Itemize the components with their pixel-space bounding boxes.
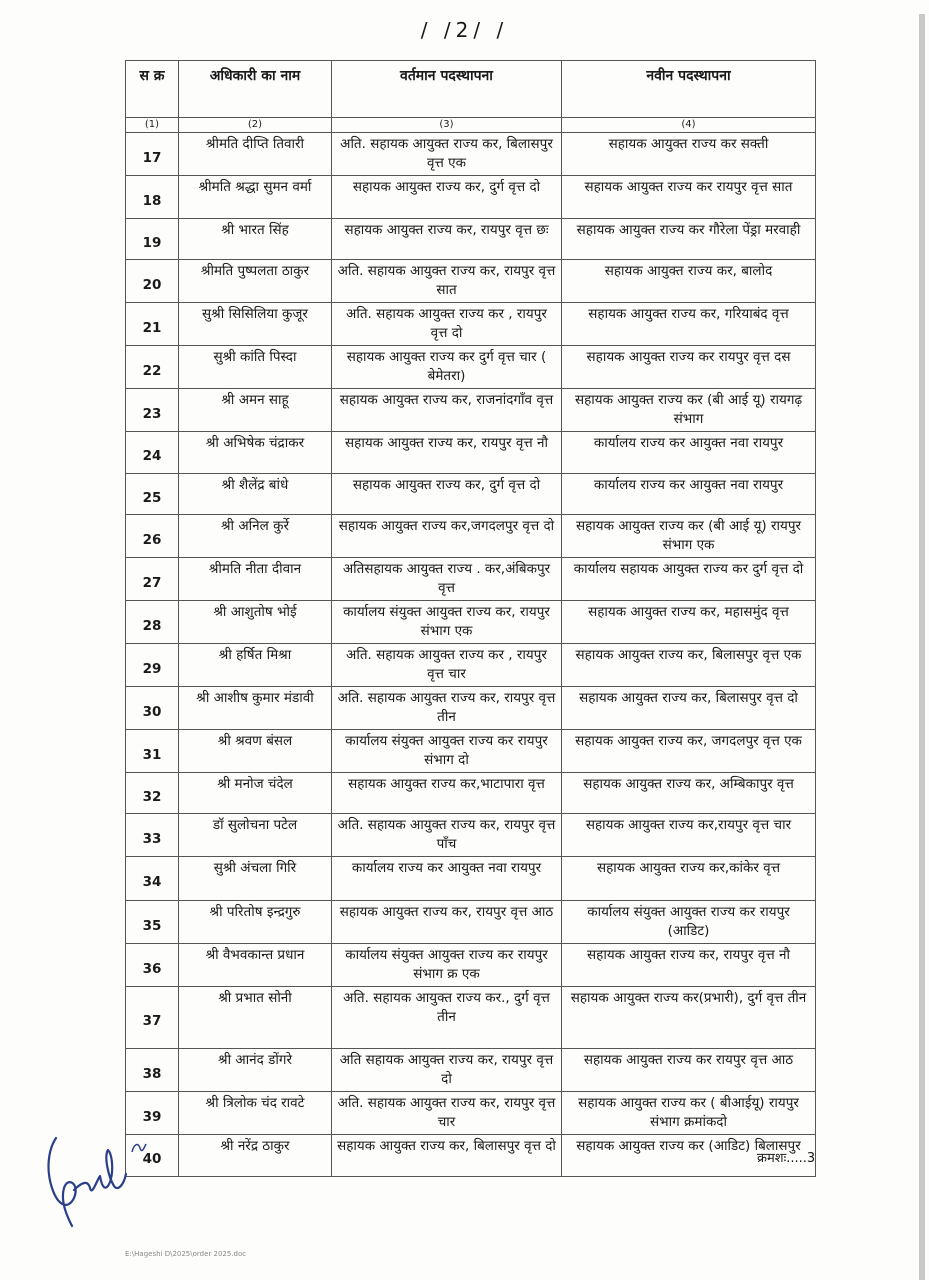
current-posting-cell: अति. सहायक आयुक्त राज्य कर , रायपुर वृत्त दो <box>332 303 562 346</box>
officer-name-cell: डॉ सुलोचना पटेल <box>179 814 332 857</box>
header-officer-name: अधिकारी का नाम <box>179 61 332 118</box>
current-posting-cell: सहायक आयुक्त राज्य कर दुर्ग वृत्त चार ( बेमेतरा) <box>332 346 562 389</box>
officer-name-cell: सुश्री कांति पिस्दा <box>179 346 332 389</box>
serial-number-cell: 28 <box>126 601 179 644</box>
officer-name-cell: श्री भारत सिंह <box>179 219 332 260</box>
officer-name-cell: श्रीमति पुष्पलता ठाकुर <box>179 260 332 303</box>
table-row <box>126 730 816 773</box>
new-posting-cell: सहायक आयुक्त राज्य कर,कांकेर वृत्त <box>562 857 816 901</box>
new-posting-cell: सहायक आयुक्त राज्य कर, गरियाबंद वृत्त <box>562 303 816 346</box>
table-body <box>126 133 816 1177</box>
new-posting-cell: सहायक आयुक्त राज्य कर सक्ती <box>562 133 816 176</box>
transfer-table <box>125 60 816 1177</box>
officer-name-cell: श्री आनंद डोंगरे <box>179 1049 332 1092</box>
serial-number-cell: 27 <box>126 558 179 601</box>
officer-name-cell: श्री श्रवण बंसल <box>179 730 332 773</box>
officer-name-cell: श्री त्रिलोक चंद रावटे <box>179 1092 332 1135</box>
new-posting-cell: सहायक आयुक्त राज्य कर रायपुर वृत्त दस <box>562 346 816 389</box>
current-posting-cell: अति. सहायक आयुक्त राज्य कर, रायपुर वृत्त पाँच <box>332 814 562 857</box>
table-row <box>126 601 816 644</box>
current-posting-cell: सहायक आयुक्त राज्य कर, दुर्ग वृत्त दो <box>332 474 562 515</box>
officer-name-cell: श्री मनोज चंदेल <box>179 773 332 814</box>
current-posting-cell: अति सहायक आयुक्त राज्य कर, रायपुर वृत्त दो <box>332 1049 562 1092</box>
current-posting-cell: अतिसहायक आयुक्त राज्य . कर,अंबिकपुर वृत्त <box>332 558 562 601</box>
officer-name-cell: श्री परितोष इन्द्रगुरु <box>179 901 332 944</box>
serial-number-cell: 31 <box>126 730 179 773</box>
serial-number-cell: 38 <box>126 1049 179 1092</box>
serial-number-cell: 23 <box>126 389 179 432</box>
officer-name-cell: श्री नरेंद्र ठाकुर <box>179 1135 332 1177</box>
officer-name-cell: श्री प्रभात सोनी <box>179 987 332 1049</box>
serial-number-cell: 20 <box>126 260 179 303</box>
current-posting-cell: सहायक आयुक्त राज्य कर, रायपुर वृत्त नौ <box>332 432 562 474</box>
officer-name-cell: श्री शैलेंद्र बांधे <box>179 474 332 515</box>
new-posting-cell: सहायक आयुक्त राज्य कर(प्रभारी), दुर्ग वृत्त तीन <box>562 987 816 1049</box>
current-posting-cell: अति. सहायक आयुक्त राज्य कर, रायपुर वृत्त सात <box>332 260 562 303</box>
page-edge-shadow <box>919 14 925 1280</box>
new-posting-cell: सहायक आयुक्त राज्य कर (बी आई यू) रायगढ़ संभाग <box>562 389 816 432</box>
serial-number-cell: 32 <box>126 773 179 814</box>
table-row <box>126 814 816 857</box>
new-posting-cell: सहायक आयुक्त राज्य कर गौरेला पेंड्रा मरवाही <box>562 219 816 260</box>
page-number: / /2/ / <box>420 18 509 42</box>
header-serial: स क्र <box>126 61 179 118</box>
table-row <box>126 644 816 687</box>
serial-number-cell: 39 <box>126 1092 179 1135</box>
new-posting-cell: सहायक आयुक्त राज्य कर ( बीआईयू) रायपुर संभाग क्रमांकदो <box>562 1092 816 1135</box>
signature-mark <box>128 1138 148 1158</box>
table-row <box>126 346 816 389</box>
current-posting-cell: सहायक आयुक्त राज्य कर, रायपुर वृत्त छः <box>332 219 562 260</box>
serial-number-cell: 34 <box>126 857 179 901</box>
header-new-posting: नवीन पदस्थापना <box>562 61 816 118</box>
serial-number-cell: 19 <box>126 219 179 260</box>
new-posting-cell: सहायक आयुक्त राज्य कर, रायपुर वृत्त नौ <box>562 944 816 987</box>
current-posting-cell: अति. सहायक आयुक्त राज्य कर., दुर्ग वृत्त तीन <box>332 987 562 1049</box>
officer-name-cell: श्री आशीष कुमार मंडावी <box>179 687 332 730</box>
officer-name-cell: श्री वैभवकान्त प्रधान <box>179 944 332 987</box>
table-row <box>126 987 816 1049</box>
serial-number-cell: 35 <box>126 901 179 944</box>
serial-number-cell: 33 <box>126 814 179 857</box>
new-posting-cell: सहायक आयुक्त राज्य कर, बिलासपुर वृत्त दो <box>562 687 816 730</box>
current-posting-cell: सहायक आयुक्त राज्य कर, दुर्ग वृत्त दो <box>332 176 562 219</box>
table-row <box>126 219 816 260</box>
signature-image <box>38 1130 128 1230</box>
table-row <box>126 515 816 558</box>
current-posting-cell: अति. सहायक आयुक्त राज्य कर, रायपुर वृत्त तीन <box>332 687 562 730</box>
table-row <box>126 773 816 814</box>
current-posting-cell: सहायक आयुक्त राज्य कर, बिलासपुर वृत्त दो <box>332 1135 562 1177</box>
table-row <box>126 558 816 601</box>
table-row <box>126 260 816 303</box>
table-row <box>126 133 816 176</box>
table-row <box>126 176 816 219</box>
column-number: (4) <box>562 118 816 133</box>
officer-name-cell: श्री अनिल कुर्रे <box>179 515 332 558</box>
new-posting-cell: सहायक आयुक्त राज्य कर, महासमुंद वृत्त <box>562 601 816 644</box>
column-number: (2) <box>179 118 332 133</box>
header-row <box>126 61 816 118</box>
table-row <box>126 303 816 346</box>
table-row <box>126 687 816 730</box>
current-posting-cell: कार्यालय संयुक्त आयुक्त राज्य कर रायपुर संभाग क्र एक <box>332 944 562 987</box>
serial-number-cell: 17 <box>126 133 179 176</box>
serial-number-cell: 37 <box>126 987 179 1049</box>
new-posting-cell: सहायक आयुक्त राज्य कर, अम्बिकापुर वृत्त <box>562 773 816 814</box>
continuation-note: क्रमशः.....3 <box>757 1151 816 1166</box>
officer-name-cell: श्री हर्षित मिश्रा <box>179 644 332 687</box>
column-number-row <box>126 118 816 133</box>
officer-name-cell: श्री आशुतोष भोई <box>179 601 332 644</box>
new-posting-cell: कार्यालय राज्य कर आयुक्त नवा रायपुर <box>562 474 816 515</box>
table-row <box>126 474 816 515</box>
officer-name-cell: श्री अमन साहू <box>179 389 332 432</box>
serial-number-cell: 24 <box>126 432 179 474</box>
serial-number-cell: 36 <box>126 944 179 987</box>
current-posting-cell: कार्यालय संयुक्त आयुक्त राज्य कर, रायपुर संभाग एक <box>332 601 562 644</box>
new-posting-cell: सहायक आयुक्त राज्य कर (बी आई यू) रायपुर संभाग एक <box>562 515 816 558</box>
current-posting-cell: सहायक आयुक्त राज्य कर, रायपुर वृत्त आठ <box>332 901 562 944</box>
current-posting-cell: कार्यालय राज्य कर आयुक्त नवा रायपुर <box>332 857 562 901</box>
current-posting-cell: कार्यालय संयुक्त आयुक्त राज्य कर रायपुर संभाग दो <box>332 730 562 773</box>
current-posting-cell: सहायक आयुक्त राज्य कर, राजनांदगाँव वृत्त <box>332 389 562 432</box>
current-posting-cell: अति. सहायक आयुक्त राज्य कर , रायपुर वृत्त चार <box>332 644 562 687</box>
table-row <box>126 432 816 474</box>
new-posting-cell: सहायक आयुक्त राज्य कर, बालोद <box>562 260 816 303</box>
column-number: (1) <box>126 118 179 133</box>
column-number: (3) <box>332 118 562 133</box>
officer-name-cell: श्रीमति दीप्ति तिवारी <box>179 133 332 176</box>
officer-name-cell: श्री अभिषेक चंद्राकर <box>179 432 332 474</box>
current-posting-cell: अति. सहायक आयुक्त राज्य कर, रायपुर वृत्त चार <box>332 1092 562 1135</box>
officer-name-cell: श्रीमति नीता दीवान <box>179 558 332 601</box>
current-posting-cell: सहायक आयुक्त राज्य कर,जगदलपुर वृत्त दो <box>332 515 562 558</box>
serial-number-cell: 22 <box>126 346 179 389</box>
new-posting-cell: सहायक आयुक्त राज्य कर रायपुर वृत्त आठ <box>562 1049 816 1092</box>
new-posting-cell: सहायक आयुक्त राज्य कर, जगदलपुर वृत्त एक <box>562 730 816 773</box>
serial-number-cell: 26 <box>126 515 179 558</box>
current-posting-cell: अति. सहायक आयुक्त राज्य कर, बिलासपुर वृत्त एक <box>332 133 562 176</box>
header-current-posting: वर्तमान पदस्थापना <box>332 61 562 118</box>
serial-number-cell: 18 <box>126 176 179 219</box>
serial-number-cell: 40 <box>126 1135 179 1177</box>
table-row <box>126 944 816 987</box>
new-posting-cell: कार्यालय संयुक्त आयुक्त राज्य कर रायपुर (आडिट) <box>562 901 816 944</box>
file-path: E:\Hageshi D\2025\order 2025.doc <box>125 1250 247 1258</box>
new-posting-cell: सहायक आयुक्त राज्य कर, बिलासपुर वृत्त एक <box>562 644 816 687</box>
current-posting-cell: सहायक आयुक्त राज्य कर,भाटापारा वृत्त <box>332 773 562 814</box>
table-row <box>126 1135 816 1177</box>
table-row <box>126 1049 816 1092</box>
serial-number-cell: 29 <box>126 644 179 687</box>
new-posting-cell: सहायक आयुक्त राज्य कर रायपुर वृत्त सात <box>562 176 816 219</box>
table-row <box>126 1092 816 1135</box>
new-posting-cell: सहायक आयुक्त राज्य कर,रायपुर वृत्त चार <box>562 814 816 857</box>
serial-number-cell: 21 <box>126 303 179 346</box>
new-posting-cell: कार्यालय सहायक आयुक्त राज्य कर दुर्ग वृत्त दो <box>562 558 816 601</box>
officer-name-cell: सुश्री अंचला गिरि <box>179 857 332 901</box>
officer-name-cell: सुश्री सिसिलिया कुजूर <box>179 303 332 346</box>
table-row <box>126 901 816 944</box>
new-posting-cell: सहायक आयुक्त राज्य कर (आडिट) बिलासपुर <box>562 1135 816 1177</box>
new-posting-cell: कार्यालय राज्य कर आयुक्त नवा रायपुर <box>562 432 816 474</box>
officer-name-cell: श्रीमति श्रद्धा सुमन वर्मा <box>179 176 332 219</box>
table-row <box>126 389 816 432</box>
serial-number-cell: 30 <box>126 687 179 730</box>
table-row <box>126 857 816 901</box>
serial-number-cell: 25 <box>126 474 179 515</box>
